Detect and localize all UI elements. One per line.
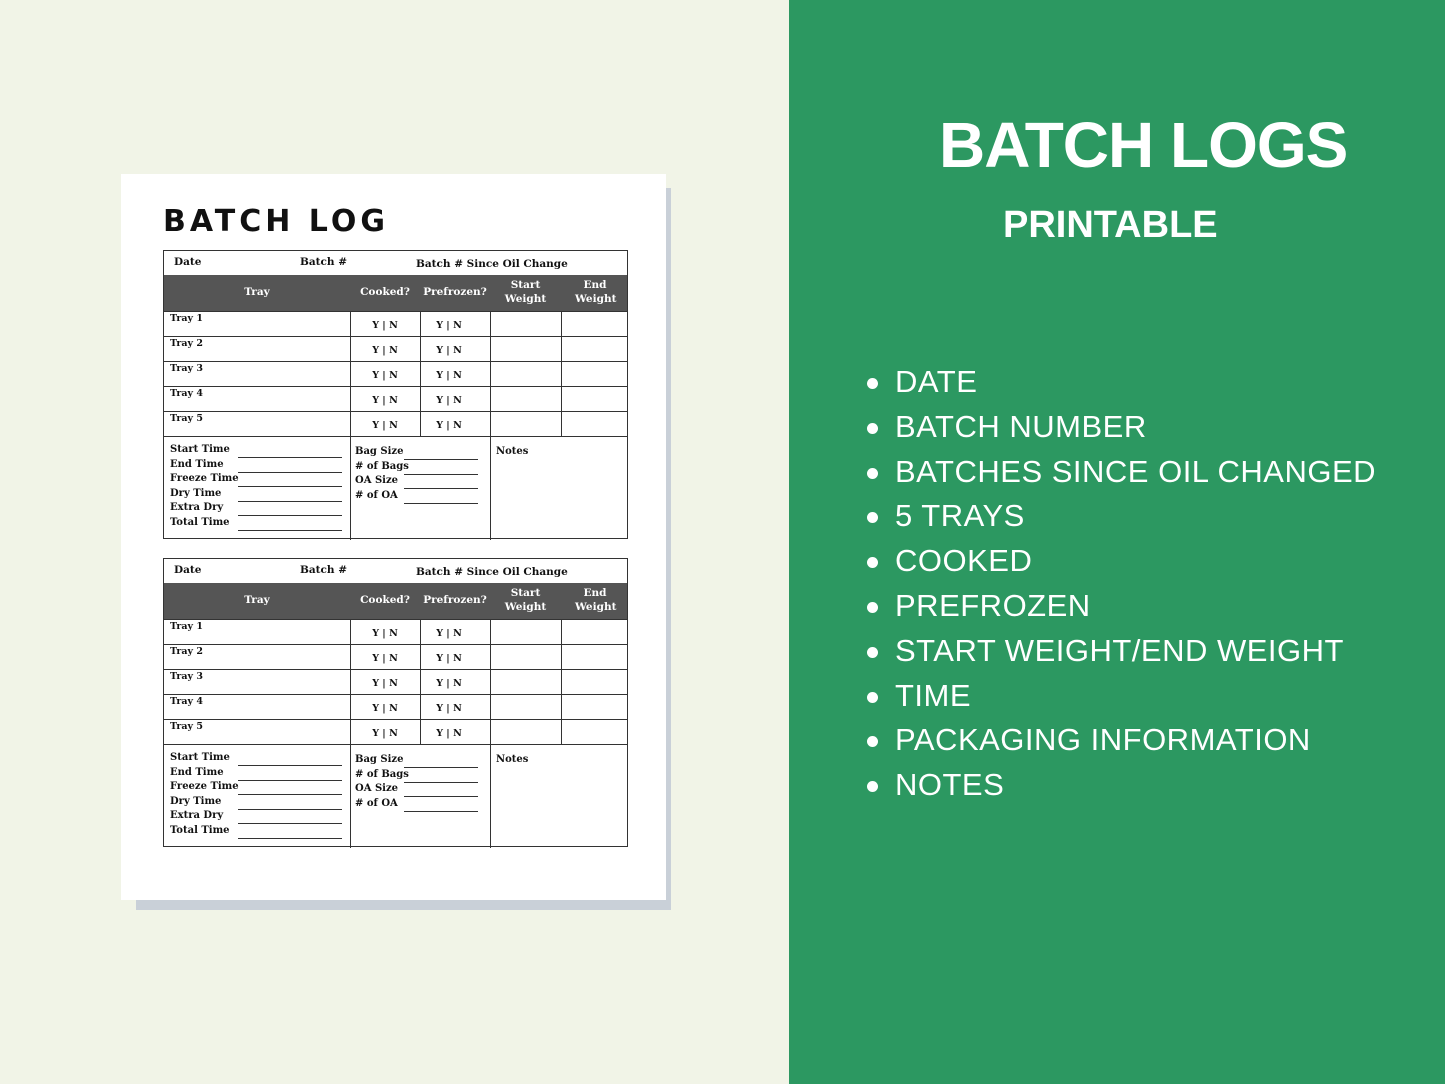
column-header: Start Weight <box>504 587 547 613</box>
prefrozen-yn: Y | N <box>436 653 462 664</box>
column-divider <box>561 619 562 744</box>
cooked-yn: Y | N <box>372 370 398 381</box>
bullet-icon <box>867 736 878 747</box>
bullet-icon <box>867 692 878 703</box>
bag-field-label: OA Size <box>355 475 399 486</box>
cooked-yn: Y | N <box>372 420 398 431</box>
prefrozen-yn: Y | N <box>436 628 462 639</box>
bullet-icon <box>867 647 878 658</box>
time-field-label: Start Time <box>170 752 230 763</box>
row-divider <box>164 311 627 312</box>
time-field-label: Total Time <box>170 516 230 528</box>
column-header: Tray <box>244 594 270 606</box>
section-divider <box>490 436 491 540</box>
feature-item: COOKED <box>867 539 1376 584</box>
feature-item: START WEIGHT/END WEIGHT <box>867 629 1376 674</box>
time-field-label: Dry Time <box>170 795 222 807</box>
time-field-label: Freeze Time <box>170 781 239 792</box>
notes-label: Notes <box>496 754 529 765</box>
tray-label: Tray 5 <box>170 413 203 424</box>
column-header: Start Weight <box>504 279 547 305</box>
time-field-line <box>238 486 342 487</box>
feature-item: PACKAGING INFORMATION <box>867 718 1376 763</box>
printable-page-preview <box>121 174 666 900</box>
bag-field-label: Bag Size <box>355 446 404 457</box>
section-divider <box>350 744 351 848</box>
cooked-yn: Y | N <box>372 703 398 714</box>
prefrozen-yn: Y | N <box>436 728 462 739</box>
section-divider <box>490 744 491 848</box>
time-field-line <box>238 823 342 824</box>
time-field-label: Start Time <box>170 444 230 455</box>
row-divider <box>164 644 627 645</box>
row-divider <box>164 744 627 745</box>
cooked-yn: Y | N <box>372 320 398 331</box>
oil-change-label: Batch # Since Oil Change <box>416 258 568 270</box>
time-field-line <box>238 780 342 781</box>
tray-label: Tray 4 <box>170 696 203 707</box>
time-field-line <box>238 472 342 473</box>
column-header: Prefrozen? <box>423 286 487 298</box>
page-title: BATCH LOG <box>163 204 389 239</box>
feature-item: 5 TRAYS <box>867 494 1376 539</box>
bag-field-label: # of OA <box>355 489 398 501</box>
feature-item: BATCHES SINCE OIL CHANGED <box>867 450 1376 495</box>
table-header <box>164 583 627 619</box>
bag-field-line <box>404 488 478 489</box>
bullet-icon <box>867 512 878 523</box>
time-field-line <box>238 501 342 502</box>
time-field-label: Total Time <box>170 824 230 836</box>
prefrozen-yn: Y | N <box>436 320 462 331</box>
time-field-label: End Time <box>170 458 224 470</box>
bag-field-label: # of Bags <box>355 460 409 472</box>
tray-label: Tray 3 <box>170 363 203 374</box>
time-field-line <box>238 765 342 766</box>
row-divider <box>164 336 627 337</box>
row-divider <box>164 719 627 720</box>
feature-list <box>867 360 1376 808</box>
tray-label: Tray 2 <box>170 338 203 349</box>
bag-field-label: OA Size <box>355 783 399 794</box>
time-field-label: Extra Dry <box>170 810 224 821</box>
time-field-label: Freeze Time <box>170 473 239 484</box>
feature-item: BATCH NUMBER <box>867 405 1376 450</box>
batch-log-table <box>163 558 628 847</box>
bullet-icon <box>867 378 878 389</box>
row-divider <box>164 411 627 412</box>
column-divider <box>490 311 491 436</box>
prefrozen-yn: Y | N <box>436 420 462 431</box>
time-field-line <box>238 838 342 839</box>
tray-label: Tray 5 <box>170 721 203 732</box>
bag-field-line <box>404 767 478 768</box>
cooked-yn: Y | N <box>372 395 398 406</box>
batch-log-table <box>163 250 628 539</box>
tray-label: Tray 1 <box>170 621 203 632</box>
bag-field-line <box>404 796 478 797</box>
date-label: Date <box>174 256 202 268</box>
bag-field-line <box>404 474 478 475</box>
column-divider <box>350 619 351 744</box>
column-header: Prefrozen? <box>423 594 487 606</box>
row-divider <box>164 361 627 362</box>
notes-label: Notes <box>496 446 529 457</box>
time-field-line <box>238 515 342 516</box>
prefrozen-yn: Y | N <box>436 678 462 689</box>
time-field-label: End Time <box>170 766 224 778</box>
time-field-label: Dry Time <box>170 487 222 499</box>
promo-title: BATCH LOGS <box>939 109 1348 181</box>
bullet-icon <box>867 781 878 792</box>
row-divider <box>164 619 627 620</box>
tray-label: Tray 3 <box>170 671 203 682</box>
tray-label: Tray 1 <box>170 313 203 324</box>
column-divider <box>561 311 562 436</box>
column-header: Cooked? <box>360 286 410 298</box>
tray-label: Tray 4 <box>170 388 203 399</box>
column-header: Cooked? <box>360 594 410 606</box>
bag-field-line <box>404 503 478 504</box>
column-header: End Weight <box>575 279 617 305</box>
row-divider <box>164 386 627 387</box>
column-divider <box>420 619 421 744</box>
time-field-line <box>238 457 342 458</box>
bullet-icon <box>867 468 878 479</box>
column-header: Tray <box>244 286 270 298</box>
bullet-icon <box>867 602 878 613</box>
oil-change-label: Batch # Since Oil Change <box>416 566 568 578</box>
bag-field-label: # of Bags <box>355 768 409 780</box>
feature-item: NOTES <box>867 763 1376 808</box>
date-label: Date <box>174 564 202 576</box>
feature-item: TIME <box>867 674 1376 719</box>
time-field-label: Extra Dry <box>170 502 224 513</box>
tray-label: Tray 2 <box>170 646 203 657</box>
prefrozen-yn: Y | N <box>436 395 462 406</box>
cooked-yn: Y | N <box>372 345 398 356</box>
time-field-line <box>238 794 342 795</box>
section-divider <box>350 436 351 540</box>
row-divider <box>164 694 627 695</box>
time-field-line <box>238 530 342 531</box>
batch-number-label: Batch # <box>300 256 348 268</box>
bag-field-line <box>404 459 478 460</box>
cooked-yn: Y | N <box>372 728 398 739</box>
table-header <box>164 275 627 311</box>
prefrozen-yn: Y | N <box>436 703 462 714</box>
feature-item: PREFROZEN <box>867 584 1376 629</box>
time-field-line <box>238 809 342 810</box>
column-divider <box>420 311 421 436</box>
row-divider <box>164 436 627 437</box>
column-header: End Weight <box>575 587 617 613</box>
bag-field-label: # of OA <box>355 797 398 809</box>
row-divider <box>164 669 627 670</box>
batch-number-label: Batch # <box>300 564 348 576</box>
bag-field-label: Bag Size <box>355 754 404 765</box>
bag-field-line <box>404 782 478 783</box>
bullet-icon <box>867 557 878 568</box>
right-panel <box>789 0 1445 1084</box>
column-divider <box>490 619 491 744</box>
feature-item: DATE <box>867 360 1376 405</box>
cooked-yn: Y | N <box>372 678 398 689</box>
prefrozen-yn: Y | N <box>436 370 462 381</box>
cooked-yn: Y | N <box>372 653 398 664</box>
column-divider <box>350 311 351 436</box>
bullet-icon <box>867 423 878 434</box>
promo-subtitle: PRINTABLE <box>1003 204 1218 246</box>
prefrozen-yn: Y | N <box>436 345 462 356</box>
cooked-yn: Y | N <box>372 628 398 639</box>
bag-field-line <box>404 811 478 812</box>
